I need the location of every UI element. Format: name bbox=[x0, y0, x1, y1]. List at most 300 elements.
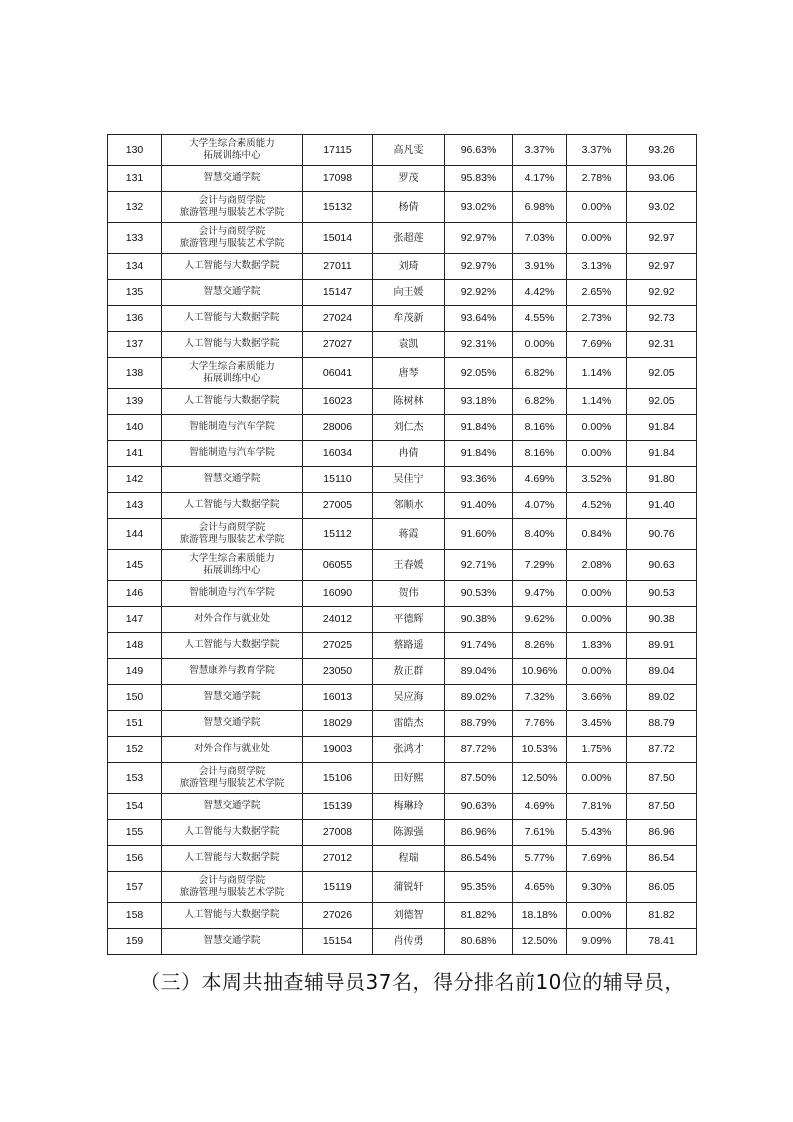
rate-2-cell: 4.65% bbox=[513, 872, 567, 903]
score-cell: 87.72 bbox=[627, 737, 697, 763]
rate-1-cell: 86.96% bbox=[445, 820, 513, 846]
staff-id-cell: 16034 bbox=[303, 441, 373, 467]
name-cell: 高凡雯 bbox=[373, 135, 445, 166]
name-cell: 唐琴 bbox=[373, 358, 445, 389]
rate-2-cell: 7.32% bbox=[513, 685, 567, 711]
staff-id-cell: 24012 bbox=[303, 607, 373, 633]
table-row bbox=[108, 467, 697, 493]
table-row bbox=[108, 192, 697, 223]
score-cell: 90.63 bbox=[627, 550, 697, 581]
rank-cell: 131 bbox=[108, 166, 162, 192]
rate-1-cell: 92.97% bbox=[445, 254, 513, 280]
name-cell: 张超莲 bbox=[373, 223, 445, 254]
rate-3-cell: 1.14% bbox=[567, 358, 627, 389]
table-row bbox=[108, 441, 697, 467]
rank-cell: 143 bbox=[108, 493, 162, 519]
rate-2-cell: 7.61% bbox=[513, 820, 567, 846]
staff-id-cell: 27008 bbox=[303, 820, 373, 846]
department-line: 对外合作与就业处 bbox=[193, 743, 270, 755]
rate-2-cell: 4.55% bbox=[513, 306, 567, 332]
score-cell: 91.80 bbox=[627, 467, 697, 493]
staff-id-cell: 27012 bbox=[303, 846, 373, 872]
name-cell: 雷皓杰 bbox=[373, 711, 445, 737]
rate-3-cell: 3.13% bbox=[567, 254, 627, 280]
rate-1-cell: 92.97% bbox=[445, 223, 513, 254]
department-line: 大学生综合素质能力 bbox=[189, 552, 275, 564]
score-cell: 87.50 bbox=[627, 763, 697, 794]
rate-3-cell: 0.00% bbox=[567, 659, 627, 685]
rank-cell: 134 bbox=[108, 254, 162, 280]
department-line: 智慧交通学院 bbox=[203, 286, 261, 298]
rate-2-cell: 5.77% bbox=[513, 846, 567, 872]
staff-id-cell: 15119 bbox=[303, 872, 373, 903]
rank-cell: 141 bbox=[108, 441, 162, 467]
name-cell: 陈源强 bbox=[373, 820, 445, 846]
department-line: 旅游管理与服装艺术学院 bbox=[179, 534, 285, 545]
department-line: 智能制造与汽车学院 bbox=[189, 447, 275, 459]
department-line: 人工智能与大数据学院 bbox=[184, 909, 280, 921]
name-cell: 冉倩 bbox=[373, 441, 445, 467]
name-cell: 蒋霞 bbox=[373, 519, 445, 550]
score-cell: 90.53 bbox=[627, 581, 697, 607]
rank-cell: 155 bbox=[108, 820, 162, 846]
department-line: 旅游管理与服装艺术学院 bbox=[179, 238, 285, 249]
table-row bbox=[108, 254, 697, 280]
rank-cell: 137 bbox=[108, 332, 162, 358]
rank-cell: 145 bbox=[108, 550, 162, 581]
rank-cell: 142 bbox=[108, 467, 162, 493]
rate-3-cell: 0.00% bbox=[567, 441, 627, 467]
department-line: 旅游管理与服装艺术学院 bbox=[179, 887, 285, 898]
rank-cell: 159 bbox=[108, 929, 162, 955]
department-cell bbox=[162, 441, 303, 467]
rate-3-cell: 4.52% bbox=[567, 493, 627, 519]
department-cell bbox=[162, 607, 303, 633]
rate-3-cell: 5.43% bbox=[567, 820, 627, 846]
table-row bbox=[108, 358, 697, 389]
score-cell: 92.05 bbox=[627, 358, 697, 389]
staff-id-cell: 15014 bbox=[303, 223, 373, 254]
rate-2-cell: 10.53% bbox=[513, 737, 567, 763]
rate-2-cell: 9.47% bbox=[513, 581, 567, 607]
staff-id-cell: 15132 bbox=[303, 192, 373, 223]
rank-cell: 157 bbox=[108, 872, 162, 903]
rate-2-cell: 7.76% bbox=[513, 711, 567, 737]
department-cell bbox=[162, 659, 303, 685]
score-cell: 78.41 bbox=[627, 929, 697, 955]
department-cell bbox=[162, 872, 303, 903]
department-cell bbox=[162, 550, 303, 581]
rank-cell: 156 bbox=[108, 846, 162, 872]
department-cell bbox=[162, 633, 303, 659]
name-cell: 程瑞 bbox=[373, 846, 445, 872]
department-cell bbox=[162, 467, 303, 493]
rate-3-cell: 2.73% bbox=[567, 306, 627, 332]
table-row bbox=[108, 550, 697, 581]
rate-3-cell: 1.75% bbox=[567, 737, 627, 763]
rate-3-cell: 3.66% bbox=[567, 685, 627, 711]
rank-cell: 154 bbox=[108, 794, 162, 820]
department-line: 会计与商贸学院 bbox=[198, 194, 266, 206]
staff-id-cell: 06041 bbox=[303, 358, 373, 389]
name-cell: 牟茂新 bbox=[373, 306, 445, 332]
table-row bbox=[108, 415, 697, 441]
table-row bbox=[108, 166, 697, 192]
department-cell bbox=[162, 415, 303, 441]
rate-1-cell: 91.84% bbox=[445, 441, 513, 467]
department-line: 智慧交通学院 bbox=[203, 172, 261, 184]
name-cell: 敖正群 bbox=[373, 659, 445, 685]
rate-1-cell: 93.36% bbox=[445, 467, 513, 493]
department-cell bbox=[162, 711, 303, 737]
department-line: 会计与商贸学院 bbox=[198, 874, 266, 886]
rank-cell: 140 bbox=[108, 415, 162, 441]
staff-id-cell: 15106 bbox=[303, 763, 373, 794]
table-row bbox=[108, 135, 697, 166]
rate-1-cell: 93.64% bbox=[445, 306, 513, 332]
rate-3-cell: 7.69% bbox=[567, 332, 627, 358]
rate-2-cell: 4.17% bbox=[513, 166, 567, 192]
rate-3-cell: 0.00% bbox=[567, 903, 627, 929]
department-line: 人工智能与大数据学院 bbox=[184, 639, 280, 651]
score-cell: 93.06 bbox=[627, 166, 697, 192]
rate-1-cell: 89.02% bbox=[445, 685, 513, 711]
rate-2-cell: 18.18% bbox=[513, 903, 567, 929]
department-line: 智慧交通学院 bbox=[203, 717, 261, 729]
rate-1-cell: 90.53% bbox=[445, 581, 513, 607]
score-cell: 86.96 bbox=[627, 820, 697, 846]
department-line: 人工智能与大数据学院 bbox=[184, 826, 280, 838]
ranking-table bbox=[107, 134, 697, 955]
table-row bbox=[108, 332, 697, 358]
department-cell bbox=[162, 929, 303, 955]
rate-3-cell: 9.09% bbox=[567, 929, 627, 955]
table-row bbox=[108, 633, 697, 659]
score-cell: 87.50 bbox=[627, 794, 697, 820]
rate-1-cell: 87.72% bbox=[445, 737, 513, 763]
department-line: 会计与商贸学院 bbox=[198, 225, 266, 237]
rank-cell: 150 bbox=[108, 685, 162, 711]
department-line: 旅游管理与服装艺术学院 bbox=[179, 778, 285, 789]
rate-1-cell: 90.63% bbox=[445, 794, 513, 820]
rate-1-cell: 92.71% bbox=[445, 550, 513, 581]
rank-cell: 138 bbox=[108, 358, 162, 389]
table-row bbox=[108, 659, 697, 685]
department-cell bbox=[162, 166, 303, 192]
department-cell bbox=[162, 685, 303, 711]
score-cell: 86.54 bbox=[627, 846, 697, 872]
department-cell bbox=[162, 519, 303, 550]
rank-cell: 148 bbox=[108, 633, 162, 659]
score-cell: 91.84 bbox=[627, 441, 697, 467]
score-cell: 92.97 bbox=[627, 254, 697, 280]
table-row bbox=[108, 737, 697, 763]
score-cell: 92.31 bbox=[627, 332, 697, 358]
score-cell: 92.97 bbox=[627, 223, 697, 254]
rank-cell: 152 bbox=[108, 737, 162, 763]
staff-id-cell: 27011 bbox=[303, 254, 373, 280]
rate-2-cell: 6.98% bbox=[513, 192, 567, 223]
rate-3-cell: 3.52% bbox=[567, 467, 627, 493]
department-line: 大学生综合素质能力 bbox=[189, 360, 275, 372]
staff-id-cell: 27027 bbox=[303, 332, 373, 358]
name-cell: 贺伟 bbox=[373, 581, 445, 607]
score-cell: 88.79 bbox=[627, 711, 697, 737]
rate-1-cell: 88.79% bbox=[445, 711, 513, 737]
table-row bbox=[108, 389, 697, 415]
department-cell bbox=[162, 846, 303, 872]
department-cell bbox=[162, 332, 303, 358]
rate-3-cell: 7.81% bbox=[567, 794, 627, 820]
score-cell: 86.05 bbox=[627, 872, 697, 903]
rate-1-cell: 86.54% bbox=[445, 846, 513, 872]
rate-1-cell: 81.82% bbox=[445, 903, 513, 929]
rate-2-cell: 7.29% bbox=[513, 550, 567, 581]
department-line: 大学生综合素质能力 bbox=[189, 137, 275, 149]
rank-cell: 135 bbox=[108, 280, 162, 306]
rate-1-cell: 87.50% bbox=[445, 763, 513, 794]
rate-1-cell: 96.63% bbox=[445, 135, 513, 166]
rate-3-cell: 0.00% bbox=[567, 415, 627, 441]
rate-2-cell: 6.82% bbox=[513, 389, 567, 415]
rank-cell: 139 bbox=[108, 389, 162, 415]
department-line: 智能制造与汽车学院 bbox=[189, 587, 275, 599]
department-line: 人工智能与大数据学院 bbox=[184, 499, 280, 511]
name-cell: 杨倩 bbox=[373, 192, 445, 223]
rate-3-cell: 9.30% bbox=[567, 872, 627, 903]
score-cell: 91.84 bbox=[627, 415, 697, 441]
score-cell: 92.05 bbox=[627, 389, 697, 415]
rank-cell: 133 bbox=[108, 223, 162, 254]
department-cell bbox=[162, 903, 303, 929]
department-line: 会计与商贸学院 bbox=[198, 521, 266, 533]
rate-2-cell: 4.07% bbox=[513, 493, 567, 519]
name-cell: 梅琳玲 bbox=[373, 794, 445, 820]
rate-2-cell: 0.00% bbox=[513, 332, 567, 358]
table-row bbox=[108, 607, 697, 633]
staff-id-cell: 28006 bbox=[303, 415, 373, 441]
score-cell: 89.04 bbox=[627, 659, 697, 685]
name-cell: 平德辉 bbox=[373, 607, 445, 633]
department-line: 人工智能与大数据学院 bbox=[184, 852, 280, 864]
department-line: 人工智能与大数据学院 bbox=[184, 260, 280, 272]
table-row bbox=[108, 581, 697, 607]
department-line: 智慧康养与教育学院 bbox=[189, 665, 275, 677]
rank-cell: 146 bbox=[108, 581, 162, 607]
rate-2-cell: 8.40% bbox=[513, 519, 567, 550]
rate-3-cell: 3.37% bbox=[567, 135, 627, 166]
name-cell: 刘仁杰 bbox=[373, 415, 445, 441]
department-cell bbox=[162, 280, 303, 306]
rank-cell: 132 bbox=[108, 192, 162, 223]
department-line: 旅游管理与服装艺术学院 bbox=[179, 207, 285, 218]
table-row bbox=[108, 820, 697, 846]
department-line: 拓展训练中心 bbox=[203, 373, 261, 384]
department-line: 会计与商贸学院 bbox=[198, 765, 266, 777]
score-cell: 81.82 bbox=[627, 903, 697, 929]
rate-3-cell: 0.84% bbox=[567, 519, 627, 550]
rate-2-cell: 4.69% bbox=[513, 794, 567, 820]
department-line: 人工智能与大数据学院 bbox=[184, 338, 280, 350]
rate-1-cell: 93.18% bbox=[445, 389, 513, 415]
department-cell bbox=[162, 358, 303, 389]
department-cell bbox=[162, 820, 303, 846]
department-cell bbox=[162, 192, 303, 223]
staff-id-cell: 17115 bbox=[303, 135, 373, 166]
rate-3-cell: 1.83% bbox=[567, 633, 627, 659]
staff-id-cell: 27024 bbox=[303, 306, 373, 332]
staff-id-cell: 06055 bbox=[303, 550, 373, 581]
rate-1-cell: 90.38% bbox=[445, 607, 513, 633]
table-row bbox=[108, 794, 697, 820]
rank-cell: 149 bbox=[108, 659, 162, 685]
department-cell bbox=[162, 763, 303, 794]
department-cell bbox=[162, 794, 303, 820]
name-cell: 肖传勇 bbox=[373, 929, 445, 955]
rate-1-cell: 89.04% bbox=[445, 659, 513, 685]
rate-1-cell: 92.31% bbox=[445, 332, 513, 358]
name-cell: 吴应海 bbox=[373, 685, 445, 711]
staff-id-cell: 15147 bbox=[303, 280, 373, 306]
rate-1-cell: 91.84% bbox=[445, 415, 513, 441]
staff-id-cell: 23050 bbox=[303, 659, 373, 685]
staff-id-cell: 27025 bbox=[303, 633, 373, 659]
rate-2-cell: 8.26% bbox=[513, 633, 567, 659]
rate-1-cell: 92.05% bbox=[445, 358, 513, 389]
score-cell: 93.02 bbox=[627, 192, 697, 223]
score-cell: 90.76 bbox=[627, 519, 697, 550]
rate-2-cell: 8.16% bbox=[513, 415, 567, 441]
rank-cell: 136 bbox=[108, 306, 162, 332]
staff-id-cell: 17098 bbox=[303, 166, 373, 192]
rate-2-cell: 4.42% bbox=[513, 280, 567, 306]
table-row bbox=[108, 929, 697, 955]
rate-3-cell: 2.65% bbox=[567, 280, 627, 306]
department-line: 拓展训练中心 bbox=[203, 565, 261, 576]
department-cell bbox=[162, 493, 303, 519]
table-row bbox=[108, 872, 697, 903]
rank-cell: 153 bbox=[108, 763, 162, 794]
rate-3-cell: 7.69% bbox=[567, 846, 627, 872]
staff-id-cell: 16013 bbox=[303, 685, 373, 711]
staff-id-cell: 18029 bbox=[303, 711, 373, 737]
department-line: 智慧交通学院 bbox=[203, 935, 261, 947]
name-cell: 蒲锐轩 bbox=[373, 872, 445, 903]
rate-3-cell: 0.00% bbox=[567, 223, 627, 254]
footer-paragraph: （三）本周共抽查辅导员37名，得分排名前10位的辅导员， bbox=[140, 970, 685, 994]
department-line: 对外合作与就业处 bbox=[193, 613, 270, 625]
department-cell bbox=[162, 223, 303, 254]
rate-1-cell: 93.02% bbox=[445, 192, 513, 223]
table-row bbox=[108, 846, 697, 872]
rate-1-cell: 95.35% bbox=[445, 872, 513, 903]
staff-id-cell: 15112 bbox=[303, 519, 373, 550]
rate-1-cell: 95.83% bbox=[445, 166, 513, 192]
rate-3-cell: 3.45% bbox=[567, 711, 627, 737]
rate-2-cell: 4.69% bbox=[513, 467, 567, 493]
name-cell: 向王媛 bbox=[373, 280, 445, 306]
rate-3-cell: 2.78% bbox=[567, 166, 627, 192]
rate-3-cell: 2.08% bbox=[567, 550, 627, 581]
table-row bbox=[108, 280, 697, 306]
rate-2-cell: 3.37% bbox=[513, 135, 567, 166]
department-cell bbox=[162, 254, 303, 280]
rate-3-cell: 0.00% bbox=[567, 581, 627, 607]
table-row bbox=[108, 493, 697, 519]
staff-id-cell: 15110 bbox=[303, 467, 373, 493]
table-row bbox=[108, 519, 697, 550]
department-line: 智慧交通学院 bbox=[203, 691, 261, 703]
staff-id-cell: 19003 bbox=[303, 737, 373, 763]
department-line: 拓展训练中心 bbox=[203, 150, 261, 161]
rate-3-cell: 0.00% bbox=[567, 763, 627, 794]
department-line: 人工智能与大数据学院 bbox=[184, 395, 280, 407]
name-cell: 罗茂 bbox=[373, 166, 445, 192]
department-line: 智慧交通学院 bbox=[203, 473, 261, 485]
rate-2-cell: 12.50% bbox=[513, 929, 567, 955]
rate-1-cell: 91.40% bbox=[445, 493, 513, 519]
name-cell: 袁凯 bbox=[373, 332, 445, 358]
rate-2-cell: 3.91% bbox=[513, 254, 567, 280]
rate-2-cell: 10.96% bbox=[513, 659, 567, 685]
rate-1-cell: 80.68% bbox=[445, 929, 513, 955]
rate-2-cell: 12.50% bbox=[513, 763, 567, 794]
department-cell bbox=[162, 135, 303, 166]
rank-cell: 158 bbox=[108, 903, 162, 929]
rank-cell: 147 bbox=[108, 607, 162, 633]
score-cell: 90.38 bbox=[627, 607, 697, 633]
department-line: 智能制造与汽车学院 bbox=[189, 421, 275, 433]
name-cell: 王春媛 bbox=[373, 550, 445, 581]
rate-2-cell: 6.82% bbox=[513, 358, 567, 389]
department-cell bbox=[162, 737, 303, 763]
name-cell: 刘德智 bbox=[373, 903, 445, 929]
staff-id-cell: 15139 bbox=[303, 794, 373, 820]
rank-cell: 151 bbox=[108, 711, 162, 737]
rate-3-cell: 1.14% bbox=[567, 389, 627, 415]
staff-id-cell: 16090 bbox=[303, 581, 373, 607]
rate-1-cell: 92.92% bbox=[445, 280, 513, 306]
table-body bbox=[108, 135, 697, 955]
department-cell bbox=[162, 306, 303, 332]
rank-cell: 130 bbox=[108, 135, 162, 166]
staff-id-cell: 15154 bbox=[303, 929, 373, 955]
department-line: 智慧交通学院 bbox=[203, 800, 261, 812]
table-row bbox=[108, 223, 697, 254]
score-cell: 93.26 bbox=[627, 135, 697, 166]
table-row bbox=[108, 711, 697, 737]
department-cell bbox=[162, 581, 303, 607]
rate-2-cell: 9.62% bbox=[513, 607, 567, 633]
rate-3-cell: 0.00% bbox=[567, 607, 627, 633]
rate-1-cell: 91.60% bbox=[445, 519, 513, 550]
score-cell: 92.92 bbox=[627, 280, 697, 306]
name-cell: 刘琦 bbox=[373, 254, 445, 280]
staff-id-cell: 27026 bbox=[303, 903, 373, 929]
table-row bbox=[108, 763, 697, 794]
rate-2-cell: 7.03% bbox=[513, 223, 567, 254]
score-cell: 92.73 bbox=[627, 306, 697, 332]
staff-id-cell: 16023 bbox=[303, 389, 373, 415]
table-row bbox=[108, 903, 697, 929]
staff-id-cell: 27005 bbox=[303, 493, 373, 519]
score-cell: 89.91 bbox=[627, 633, 697, 659]
name-cell: 蔡路遥 bbox=[373, 633, 445, 659]
name-cell: 田好熙 bbox=[373, 763, 445, 794]
table-row bbox=[108, 685, 697, 711]
name-cell: 张鸿才 bbox=[373, 737, 445, 763]
rate-3-cell: 0.00% bbox=[567, 192, 627, 223]
